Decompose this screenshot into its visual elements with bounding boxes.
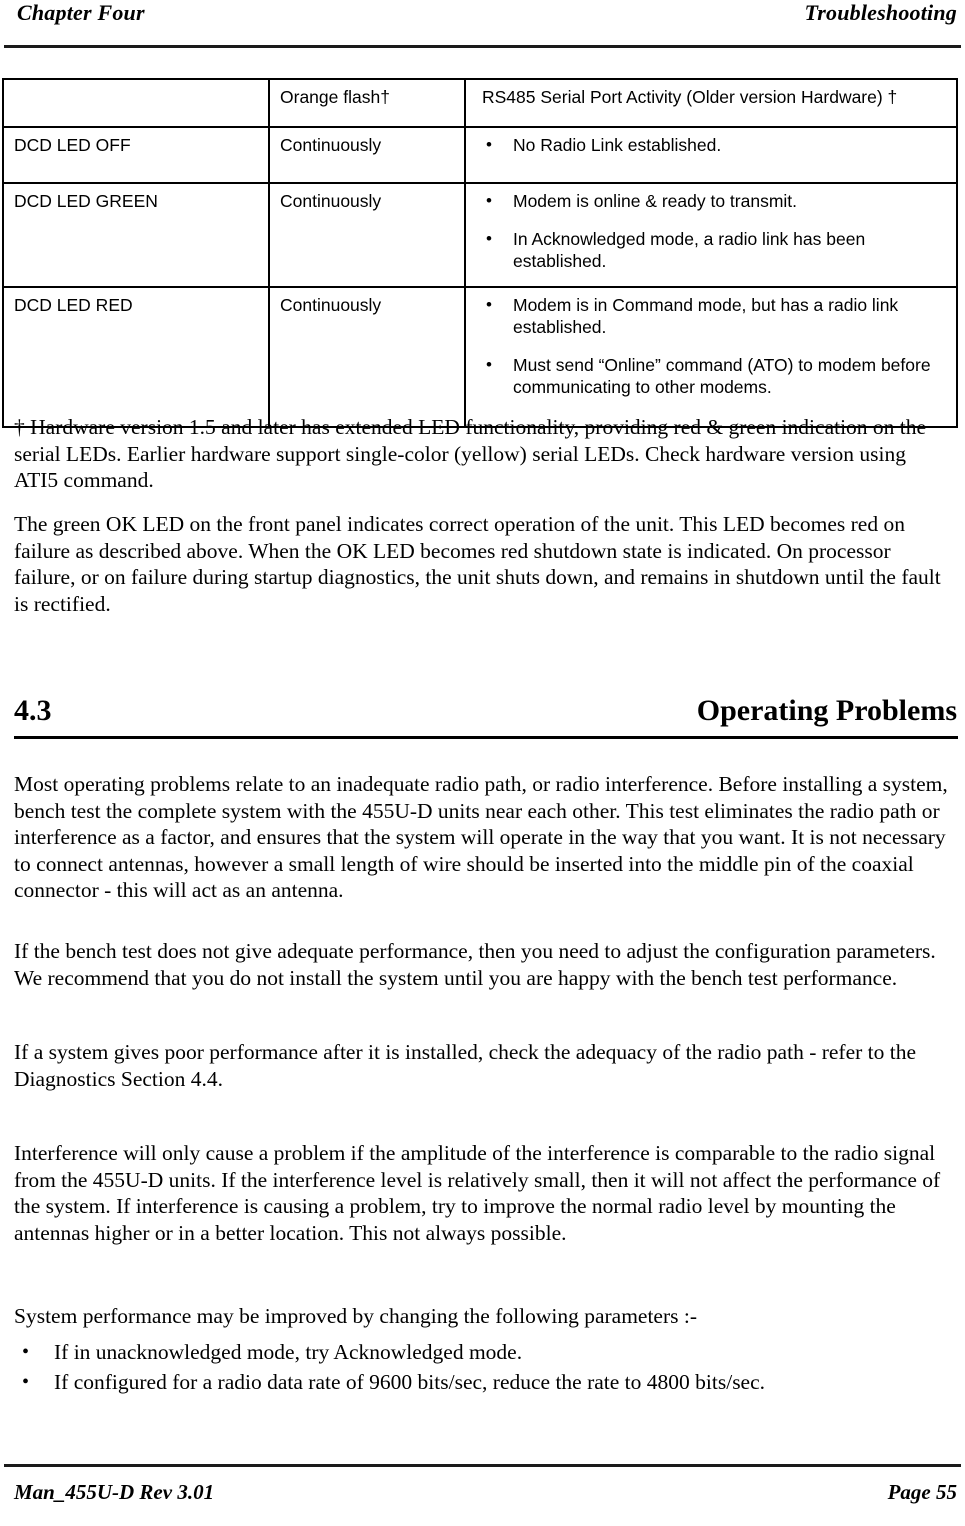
- table-row: [3, 183, 957, 287]
- description-list: [482, 135, 948, 157]
- list-item: • Modem is in Command mode, but has a radio link established.: [482, 295, 948, 339]
- description-list: [482, 191, 948, 273]
- list-item: • If in unacknowledged mode, try Acknowledged mode.: [14, 1337, 952, 1367]
- table-cell-mode: Continuously: [269, 183, 465, 287]
- table-cell-state: DCD LED OFF: [3, 127, 269, 183]
- table-cell-description: [465, 183, 957, 287]
- ok-led-paragraph: The green OK LED on the front panel indicates correct operation of the unit. This LED becomes red on failure as described above. When the OK LED becomes red shutdown state is indicated. On processor failure, or on failure during startup diagnostics, the unit shuts down, and remains in shutdown until the fault is rectified.: [14, 512, 941, 616]
- improvement-bullet-list: [14, 1337, 952, 1397]
- table-row: [3, 127, 957, 183]
- list-item: • Must send “Online” command (ATO) to modem before communicating to other modems.: [482, 355, 948, 399]
- table-cell-description: [465, 287, 957, 427]
- list-item: • If configured for a radio data rate of 9600 bits/sec, reduce the rate to 4800 bits/sec.: [14, 1367, 952, 1397]
- most-operating-paragraph: Most operating problems relate to an inadequate radio path, or radio interference. Before installing a system, bench test the complete system with the 455U-D units near each other. This test eliminates the radio path or interference as a factor, and ensures that the system will operate in the way that you want. It is not necessary to connect antennas, however a small length of wire should be inserted into the middle pin of the coaxial connector - this will act as an antenna.: [14, 772, 948, 903]
- chapter-label: Chapter Four: [17, 0, 145, 25]
- footer-divider: [4, 1464, 961, 1467]
- description-list: [482, 295, 948, 399]
- table-cell-description: [465, 127, 957, 183]
- table-cell-mode: Orange flash†: [269, 79, 465, 127]
- led-status-table: [2, 78, 958, 428]
- table-cell-description: RS485 Serial Port Activity (Older version Hardware) †: [465, 79, 957, 127]
- running-header: [0, 0, 965, 40]
- section-divider: [14, 736, 958, 739]
- table-cell-mode: Continuously: [269, 127, 465, 183]
- poor-performance-paragraph: If a system gives poor performance after it is installed, check the adequacy of the radio path - refer to the Diagnostics Section 4.4.: [14, 1040, 917, 1091]
- table-cell-state: DCD LED GREEN: [3, 183, 269, 287]
- bench-test-paragraph: If the bench test does not give adequate performance, then you need to adjust the configuration parameters. We recommend that you do not install the system until you are happy with the bench test performance.: [14, 939, 936, 990]
- list-item: • In Acknowledged mode, a radio link has been established.: [482, 229, 948, 273]
- section-title: Operating Problems: [696, 694, 957, 727]
- document-id-label: Man_455U-D Rev 3.01: [14, 1480, 215, 1504]
- section-topic-label: Troubleshooting: [804, 0, 957, 25]
- footnote-paragraph: † Hardware version 1.5 and later has extended LED functionality, providing red & green indication on the serial LEDs. Earlier hardware support single-color (yellow) serial LEDs. Check hardware version using ATI5 command.: [14, 415, 927, 493]
- table-row: [3, 287, 957, 427]
- system-performance-paragraph: System performance may be improved by changing the following parameters :-: [14, 1304, 698, 1328]
- header-divider: [4, 45, 961, 48]
- list-item: • Modem is online & ready to transmit.: [482, 191, 948, 213]
- table-cell-mode: Continuously: [269, 287, 465, 427]
- interference-paragraph: Interference will only cause a problem if the amplitude of the interference is comparable to the radio signal from the 455U-D units. If the interference level is relatively small, then it will not affect the performance of the system. If interference is causing a problem, try to improve the normal radio level by mounting the antennas higher or in a better location. This not always possible.: [14, 1141, 941, 1245]
- list-item: • No Radio Link established.: [482, 135, 948, 157]
- page-number-label: Page 55: [887, 1480, 957, 1504]
- section-number: 4.3: [14, 694, 52, 727]
- table-cell-state: DCD LED RED: [3, 287, 269, 427]
- table-row: [3, 79, 957, 127]
- table-cell-state: [3, 79, 269, 127]
- section-heading: [14, 692, 957, 730]
